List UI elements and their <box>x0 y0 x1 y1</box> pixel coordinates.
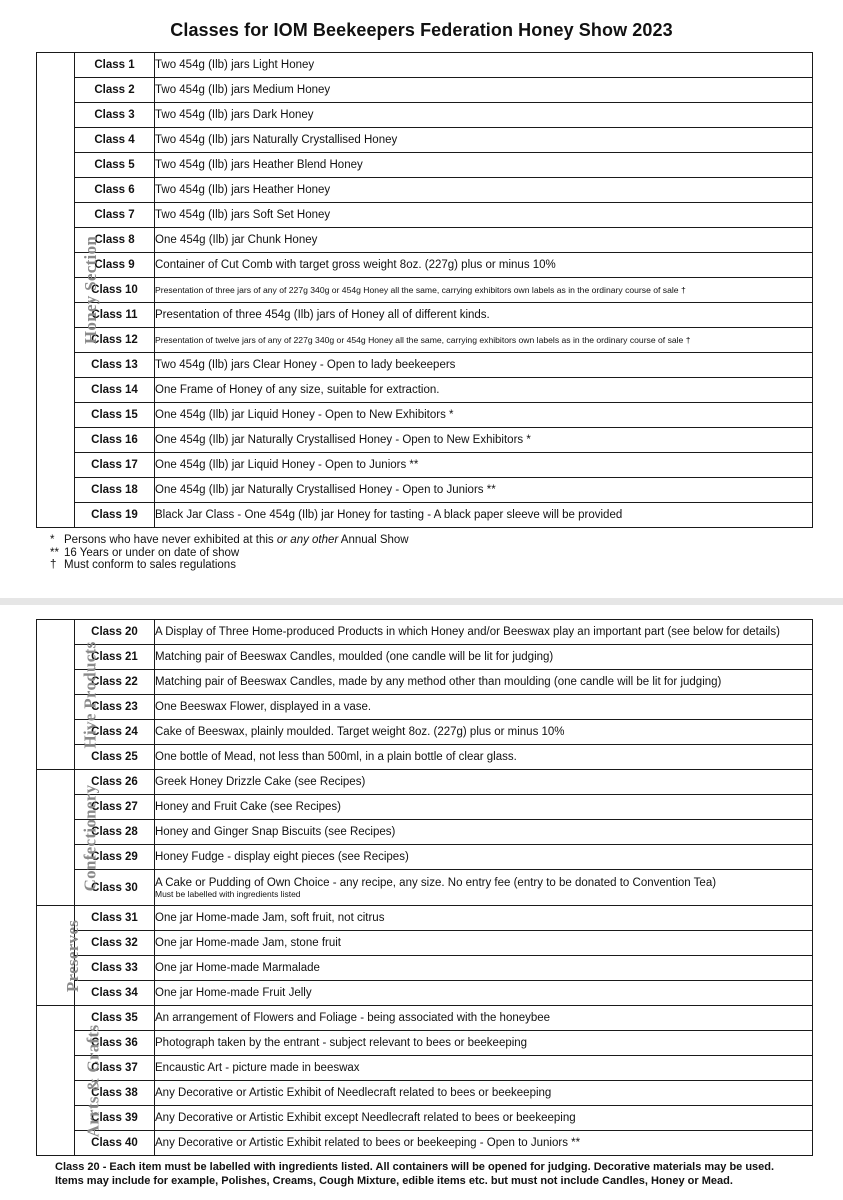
table-row <box>37 1056 813 1081</box>
class-description: Cake of Beeswax, plainly moulded. Target weight 8oz. (227g) plus or minus 10% <box>155 720 813 745</box>
honey-section-table <box>36 52 813 528</box>
class-description: One jar Home-made Jam, stone fruit <box>155 931 813 956</box>
table-row <box>37 378 813 403</box>
table-row <box>37 328 813 353</box>
class-number: Class 11 <box>75 303 155 328</box>
class-number: Class 35 <box>75 1006 155 1031</box>
class-number: Class 24 <box>75 720 155 745</box>
class-description: One 454g (Ilb) jar Naturally Crystallised Honey - Open to New Exhibitors * <box>155 428 813 453</box>
table-row <box>37 53 813 78</box>
table-row <box>37 303 813 328</box>
section-label: Arrts & Crafts <box>83 1024 103 1137</box>
table-row <box>37 1081 813 1106</box>
class-description <box>155 870 813 906</box>
table-row <box>37 1131 813 1156</box>
table-row <box>37 228 813 253</box>
class-description: Two 454g (Ilb) jars Soft Set Honey <box>155 203 813 228</box>
class-number: Class 40 <box>75 1131 155 1156</box>
class-description: Two 454g (Ilb) jars Light Honey <box>155 53 813 78</box>
class-description: One Beeswax Flower, displayed in a vase. <box>155 695 813 720</box>
table-row <box>37 620 813 645</box>
class-number: Class 13 <box>75 353 155 378</box>
section-label: Hive Products <box>80 641 100 748</box>
section-label-cell <box>37 1006 103 1156</box>
class20-note-line2: Items may include for example, Polishes, Creams, Cough Mixture, edible items etc. but must not include Candles, Honey or Mead. <box>55 1175 733 1187</box>
class-number: Class 4 <box>75 128 155 153</box>
table-row <box>37 820 813 845</box>
class-number: Class 2 <box>75 78 155 103</box>
table-row <box>37 428 813 453</box>
footnote-mark: † <box>50 559 57 571</box>
class-number: Class 1 <box>75 53 155 78</box>
class-number: Class 34 <box>75 981 155 1006</box>
table-row <box>37 795 813 820</box>
table-row <box>37 1106 813 1131</box>
class-description: One jar Home-made Jam, soft fruit, not citrus <box>155 906 813 931</box>
class-description: Presentation of three jars of any of 227g 340g or 454g Honey all the same, carrying exhibitors own labels as in the ordinary course of sale † <box>155 278 813 303</box>
section-label-cell <box>37 53 101 528</box>
class-description: One jar Home-made Fruit Jelly <box>155 981 813 1006</box>
class-number: Class 16 <box>75 428 155 453</box>
table-row <box>37 253 813 278</box>
table-row <box>37 770 813 795</box>
section-label: Preserves <box>63 919 83 992</box>
table-row <box>37 1031 813 1056</box>
class-number: Class 10 <box>75 278 155 303</box>
table-row <box>37 695 813 720</box>
footnote-new-exhibitors: * Persons who have never exhibited at this or any other Annual Show <box>50 534 409 546</box>
table-row <box>37 78 813 103</box>
section-label: Confectionery <box>80 784 100 891</box>
class-number: Class 20 <box>75 620 155 645</box>
class-description: Photograph taken by the entrant - subject relevant to bees or beekeeping <box>155 1031 813 1056</box>
class-number: Class 26 <box>75 770 155 795</box>
class-description: Honey Fudge - display eight pieces (see Recipes) <box>155 845 813 870</box>
class-number: Class 12 <box>75 328 155 353</box>
table-row <box>37 278 813 303</box>
class-description: Any Decorative or Artistic Exhibit related to bees or beekeeping - Open to Juniors ** <box>155 1131 813 1156</box>
class-number: Class 14 <box>75 378 155 403</box>
class-number: Class 8 <box>75 228 155 253</box>
table-row <box>37 906 813 931</box>
footnote-sales: † Must conform to sales regulations <box>50 559 236 571</box>
class-description-main: A Cake or Pudding of Own Choice - any recipe, any size. No entry fee (entry to be donated to Convention Tea) <box>155 876 717 889</box>
class-description: One bottle of Mead, not less than 500ml, in a plain bottle of clear glass. <box>155 745 813 770</box>
table-row <box>37 670 813 695</box>
class-number: Class 15 <box>75 403 155 428</box>
class20-note-line1: Class 20 - Each item must be labelled with ingredients listed. All containers will be opened for judging. Decorative materials may be used. <box>55 1161 775 1173</box>
class-description-note: Must be labelled with ingredients listed <box>155 888 301 899</box>
table-row <box>37 478 813 503</box>
class-description: One 454g (Ilb) jar Chunk Honey <box>155 228 813 253</box>
class-description: Black Jar Class - One 454g (Ilb) jar Honey for tasting - A black paper sleeve will be provided <box>155 503 813 528</box>
class-description: Encaustic Art - picture made in beeswax <box>155 1056 813 1081</box>
class-number: Class 9 <box>75 253 155 278</box>
class-number: Class 25 <box>75 745 155 770</box>
table-row <box>37 503 813 528</box>
class-number: Class 17 <box>75 453 155 478</box>
class-description: Two 454g (Ilb) jars Clear Honey - Open to lady beekeepers <box>155 353 813 378</box>
class-description: Two 454g (Ilb) jars Heather Honey <box>155 178 813 203</box>
class-description: Presentation of twelve jars of any of 227g 340g or 454g Honey all the same, carrying exhibitors own labels as in the ordinary course of sale † <box>155 328 813 353</box>
class-number: Class 22 <box>75 670 155 695</box>
section-label-cell <box>37 620 100 770</box>
table-row <box>37 203 813 228</box>
table-row <box>37 153 813 178</box>
section-label-cell <box>37 906 83 1006</box>
table-row <box>37 870 813 906</box>
class-number: Class 23 <box>75 695 155 720</box>
table-row <box>37 745 813 770</box>
section-label: Honey Section <box>81 235 101 345</box>
table-row <box>37 1006 813 1031</box>
class-number: Class 3 <box>75 103 155 128</box>
footnote-mark: * <box>50 534 55 546</box>
class-description: Matching pair of Beeswax Candles, moulded (one candle will be lit for judging) <box>155 645 813 670</box>
class-description: Container of Cut Comb with target gross weight 8oz. (227g) plus or minus 10% <box>155 253 813 278</box>
class-description: Two 454g (Ilb) jars Medium Honey <box>155 78 813 103</box>
class-description: One jar Home-made Marmalade <box>155 956 813 981</box>
table-row <box>37 128 813 153</box>
class-number: Class 18 <box>75 478 155 503</box>
class-description: Two 454g (Ilb) jars Dark Honey <box>155 103 813 128</box>
footnote-mark: ** <box>50 546 59 559</box>
class-number: Class 38 <box>75 1081 155 1106</box>
page-divider <box>0 598 843 605</box>
class-description: Any Decorative or Artistic Exhibit of Needlecraft related to bees or beekeeping <box>155 1081 813 1106</box>
class-number: Class 6 <box>75 178 155 203</box>
table-row <box>37 453 813 478</box>
class-number: Class 31 <box>75 906 155 931</box>
page-title: Classes for IOM Beekeepers Federation Honey Show 2023 <box>170 20 673 40</box>
table-row <box>37 845 813 870</box>
class-description: An arrangement of Flowers and Foliage - being associated with the honeybee <box>155 1006 813 1031</box>
table-row <box>37 981 813 1006</box>
class-description: Two 454g (Ilb) jars Heather Blend Honey <box>155 153 813 178</box>
other-sections-table <box>36 619 813 1156</box>
class-description: One 454g (Ilb) jar Liquid Honey - Open to New Exhibitors * <box>155 403 813 428</box>
class-number: Class 7 <box>75 203 155 228</box>
class-description: Two 454g (Ilb) jars Naturally Crystallised Honey <box>155 128 813 153</box>
class-number: Class 28 <box>75 820 155 845</box>
table-row <box>37 103 813 128</box>
class-number: Class 29 <box>75 845 155 870</box>
footnotes <box>50 534 409 572</box>
class-number: Class 39 <box>75 1106 155 1131</box>
class-number: Class 21 <box>75 645 155 670</box>
class-number: Class 19 <box>75 503 155 528</box>
table-row <box>37 720 813 745</box>
class-description: One 454g (Ilb) jar Liquid Honey - Open to Juniors ** <box>155 453 813 478</box>
class-description: A Display of Three Home-produced Products in which Honey and/or Beeswax play an important part (see below for details) <box>155 620 813 645</box>
class-description: Greek Honey Drizzle Cake (see Recipes) <box>155 770 813 795</box>
class-number: Class 33 <box>75 956 155 981</box>
class-description: One Frame of Honey of any size, suitable for extraction. <box>155 378 813 403</box>
class-number: Class 37 <box>75 1056 155 1081</box>
footnote-juniors: ** 16 Years or under on date of show <box>50 546 240 559</box>
class-description: Presentation of three 454g (Ilb) jars of Honey all of different kinds. <box>155 303 813 328</box>
table-row <box>37 353 813 378</box>
class-number: Class 5 <box>75 153 155 178</box>
class20-note <box>55 1160 774 1188</box>
table-row <box>37 931 813 956</box>
class-description: Honey and Fruit Cake (see Recipes) <box>155 795 813 820</box>
class-number: Class 36 <box>75 1031 155 1056</box>
table-row <box>37 178 813 203</box>
class-description: One 454g (Ilb) jar Naturally Crystallised Honey - Open to Juniors ** <box>155 478 813 503</box>
class-description: Matching pair of Beeswax Candles, made by any method other than moulding (one candle will be lit for judging) <box>155 670 813 695</box>
class-description: Honey and Ginger Snap Biscuits (see Recipes) <box>155 820 813 845</box>
table-row <box>37 645 813 670</box>
section-label-cell <box>37 770 100 906</box>
class-number: Class 32 <box>75 931 155 956</box>
class-number: Class 30 <box>75 870 155 906</box>
class-description: Any Decorative or Artistic Exhibit except Needlecraft related to bees or beekeeping <box>155 1106 813 1131</box>
table-row <box>37 956 813 981</box>
table-row <box>37 403 813 428</box>
class-number: Class 27 <box>75 795 155 820</box>
